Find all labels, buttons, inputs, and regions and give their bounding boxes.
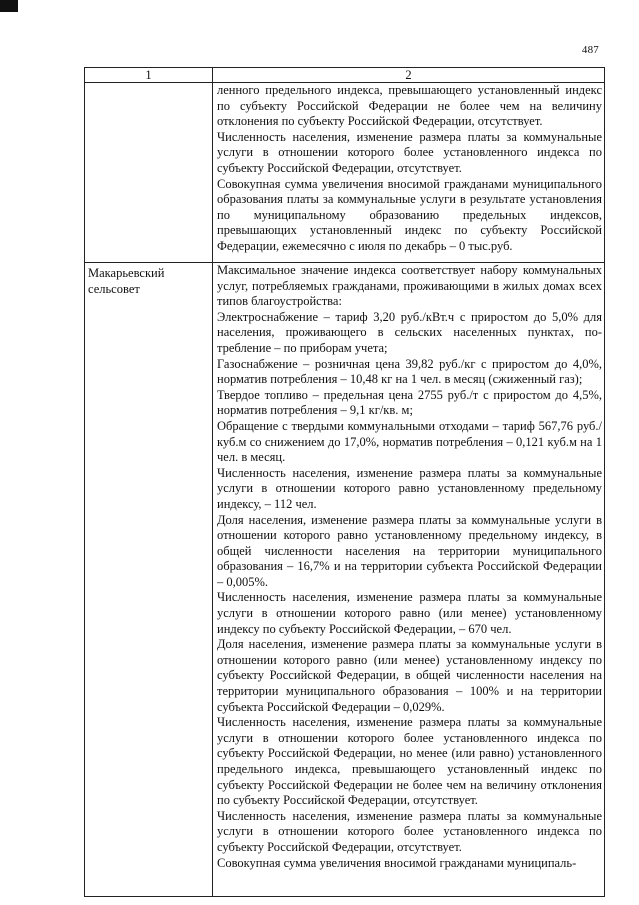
table-row	[85, 263, 605, 897]
paragraph: Численность населения, изменение размера платы за коммунальные услуги в отношении которого равно установленному предельному индексу, – 112 чел.	[217, 465, 602, 511]
municipality-cell	[85, 83, 213, 263]
paragraph: Максимальное значение индекса соответствует набору коммунальных услуг, потребляемых гражданами, проживающими в жилых домах всех типов благоустройства:	[217, 263, 602, 309]
paragraph: Численность населения, изменение размера платы за коммунальные услуги в отношении которого более установленного индекса по субъекту Российской Федерации, но менее (или равно) установленного предельного индекса, превышающего установленный индекс по субъекту Российской Федерации не более чем на величину отклонения по субъекту Российской Федерации, отсутствует.	[217, 715, 602, 808]
table-header-row	[85, 68, 605, 83]
document-table	[84, 67, 605, 897]
paragraph: Численность населения, изменение размера платы за коммунальные услуги в отношении которого более установленного индекса по субъекту Российской Федерации, отсутствует.	[217, 808, 602, 854]
paragraph: Совокупная сумма увеличения вносимой гражданами муниципального образования платы за коммунальные услуги в результате установления по муниципальному образованию предельных индексов, превышающих установленный индекс по субъекту Российской Федерации, ежемесячно с июля по декабрь – 0 тыс.руб.	[217, 176, 602, 253]
paragraph: Численность населения, изменение размера платы за коммунальные услуги в отношении которого равно (или менее) установленному индексу по субъекту Российской Федерации, – 670 чел.	[217, 590, 602, 636]
paragraph: Газоснабжение – розничная цена 39,82 руб./кг с приростом до 4,0%, норматив потребления – 10,48 кг на 1 чел. в месяц (сжиженный газ);	[217, 356, 602, 387]
description-cell	[213, 83, 605, 263]
paragraph: Электроснабжение – тариф 3,20 руб./кВт.ч с приростом до 5,0% для населения, проживающего в сельских населенных пунктах, потребление – по приборам учета;	[217, 309, 602, 355]
paragraph: Твердое топливо – предельная цена 2755 руб./т с приростом до 4,5%, норматив потребления – 9,1 кг/кв. м;	[217, 387, 602, 418]
paragraph: ленного предельного индекса, превышающего установленный индекс по субъекту Российской Федерации не более чем на величину отклонения по субъекту Российской Федерации, отсутствует.	[217, 83, 602, 129]
municipality-cell: Макарьевский сельсовет	[85, 263, 213, 897]
paragraph: Доля населения, изменение размера платы за коммунальные услуги в отношении которого равно установленному предельному индексу, в общей численности населения на территории муниципального образования – 16,7% и на территории субъекта Российской Федерации – 0,005%.	[217, 512, 602, 589]
description-cell	[213, 263, 605, 897]
paragraph: Численность населения, изменение размера платы за коммунальные услуги в отношении которого более установленного индекса по субъекту Российской Федерации, отсутствует.	[217, 129, 602, 175]
column-header-2: 2	[213, 68, 605, 83]
page-number: 487	[581, 44, 599, 56]
table-row	[85, 83, 605, 263]
paragraph: Обращение с твердыми коммунальными отходами – тариф 567,76 руб./куб.м со снижением до 17,0%, норматив потребления – 0,121 куб.м на 1 чел. в месяц.	[217, 418, 602, 465]
scan-edge-mark	[0, 0, 18, 12]
column-header-1: 1	[85, 68, 213, 83]
paragraph: Совокупная сумма увеличения вносимой гражданами муниципаль-	[217, 855, 577, 870]
paragraph: Доля населения, изменение размера платы за коммунальные услуги в отношении которого равно (или менее) установленному индексу по субъекту Российской Федерации, в общей численности населения на территории муниципального образования – 100% и на территории субъекта Российской Федерации – 0,029%.	[217, 637, 602, 714]
